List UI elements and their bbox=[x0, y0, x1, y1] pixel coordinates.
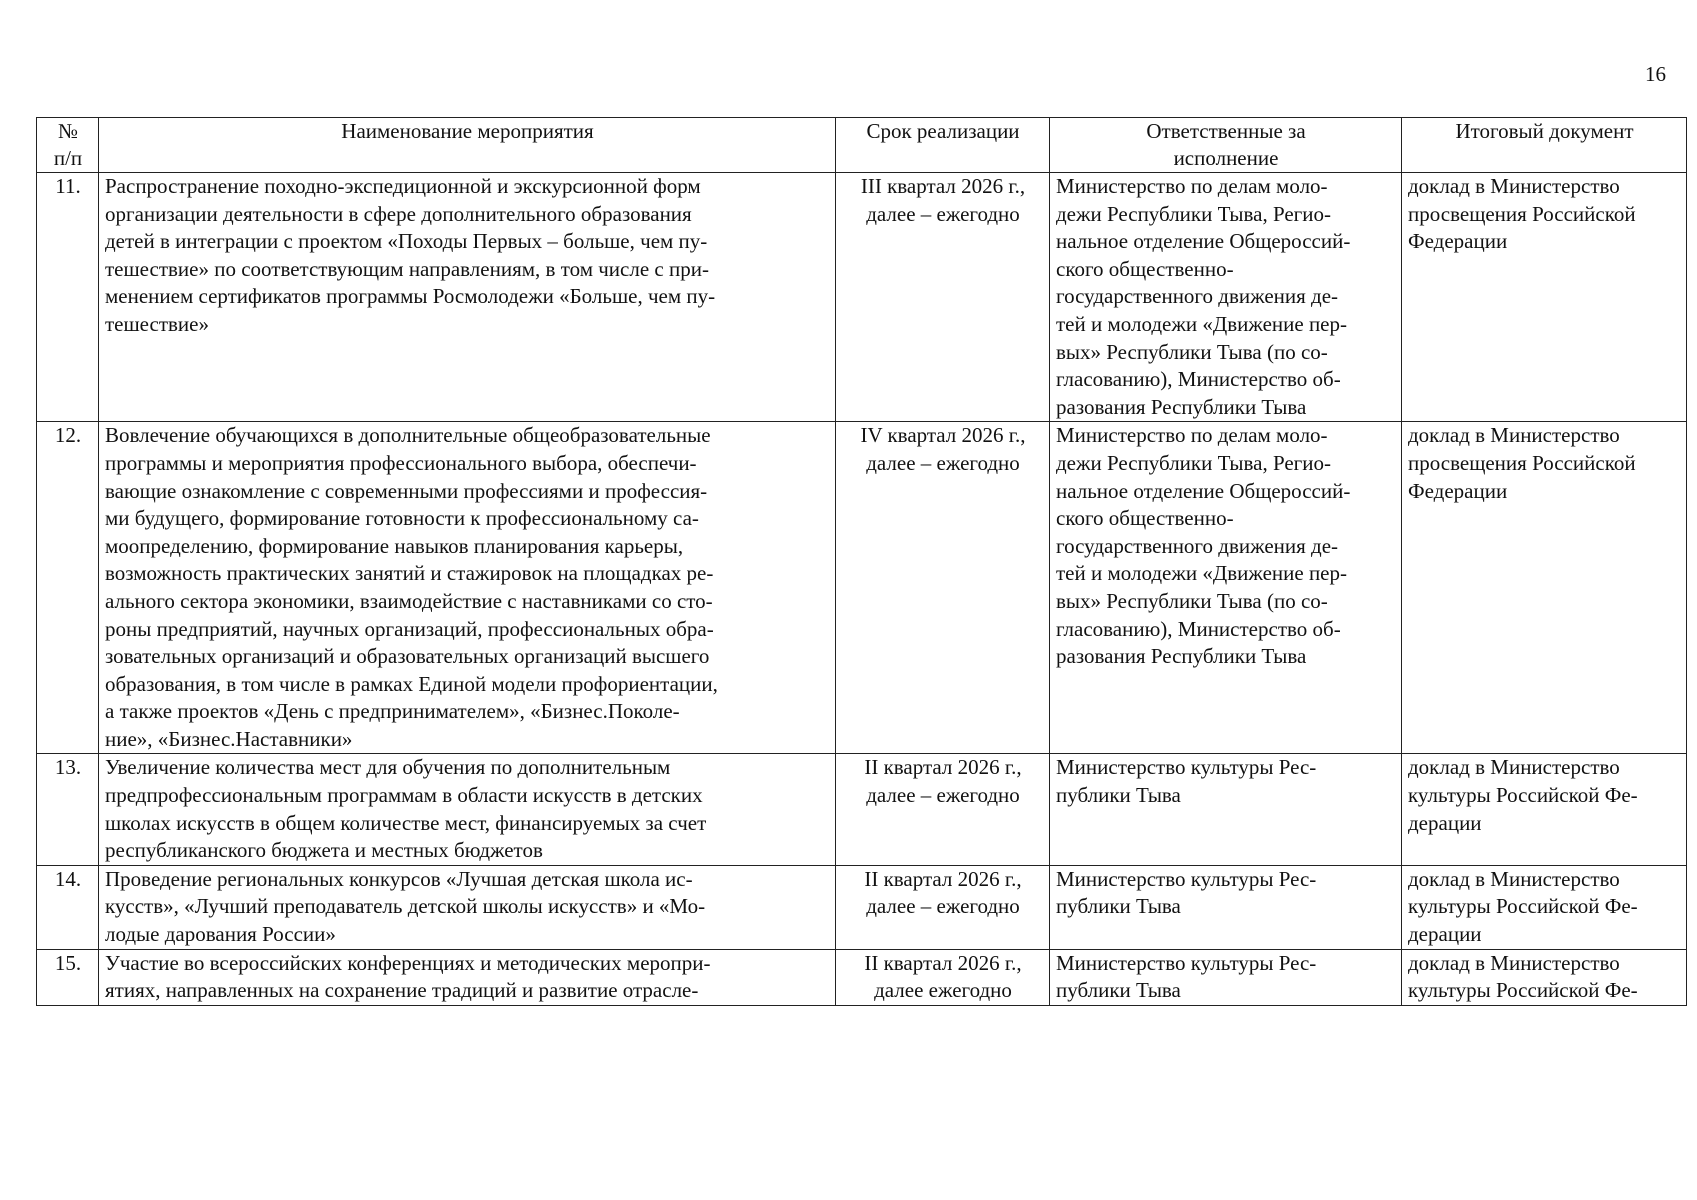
cell-line: тей и молодежи «Движение пер- bbox=[1056, 311, 1347, 336]
cell-final-document bbox=[1402, 422, 1687, 754]
cell-final-document bbox=[1402, 865, 1687, 949]
cell-line: ского общественно- bbox=[1056, 256, 1234, 281]
cell-line: дерации bbox=[1408, 922, 1482, 947]
cell-line: Вовлечение обучающихся в дополнительные общеобразовательные bbox=[105, 423, 711, 448]
cell-line: ми будущего, формирование готовности к профессиональному са- bbox=[105, 506, 699, 531]
cell-line: кусств», «Лучший преподаватель детской школы искусств» и «Мо- bbox=[105, 894, 706, 919]
cell-responsible bbox=[1050, 865, 1402, 949]
cell-line: IV квартал 2026 г., bbox=[860, 423, 1026, 448]
cell-line: далее – ежегодно bbox=[866, 450, 1020, 475]
header-num bbox=[37, 118, 99, 173]
cell-line: доклад в Министерство bbox=[1408, 866, 1620, 891]
cell-line: исполнение bbox=[1173, 146, 1279, 170]
cell-responsible bbox=[1050, 173, 1402, 422]
cell-number: 12. bbox=[37, 422, 99, 754]
cell-number: 14. bbox=[37, 865, 99, 949]
cell-line: нальное отделение Общероссий- bbox=[1056, 229, 1351, 254]
cell-line: доклад в Министерство bbox=[1408, 950, 1620, 975]
cell-line: организации деятельности в сфере дополнительного образования bbox=[105, 201, 692, 226]
cell-line: Министерство культуры Рес- bbox=[1056, 950, 1317, 975]
table-header bbox=[37, 118, 1687, 173]
cell-line: просвещения Российской bbox=[1408, 450, 1636, 475]
cell-line: просвещения Российской bbox=[1408, 201, 1636, 226]
cell-line: Федерации bbox=[1408, 478, 1508, 503]
cell-line: публики Тыва bbox=[1056, 894, 1181, 919]
cell-line: ние», «Бизнес.Наставники» bbox=[105, 726, 353, 751]
cell-line: вых» Республики Тыва (по со- bbox=[1056, 588, 1328, 613]
cell-line: дежи Республики Тыва, Регио- bbox=[1056, 201, 1332, 226]
cell-line: ятиях, направленных на сохранение традиций и развитие отрасле- bbox=[105, 978, 699, 1003]
cell-responsible bbox=[1050, 754, 1402, 865]
cell-line: п/п bbox=[53, 146, 83, 170]
cell-line: дерации bbox=[1408, 810, 1482, 835]
cell-line: Министерство по делам моло- bbox=[1056, 174, 1328, 198]
cell-line: тей и молодежи «Движение пер- bbox=[1056, 561, 1347, 586]
cell-line: Федерации bbox=[1408, 229, 1508, 254]
cell-line: доклад в Министерство bbox=[1408, 174, 1620, 198]
cell-line: № bbox=[57, 119, 79, 143]
cell-line: дежи Республики Тыва, Регио- bbox=[1056, 450, 1332, 475]
header-row bbox=[37, 118, 1687, 173]
cell-line: государственного движения де- bbox=[1056, 284, 1339, 309]
cell-line: доклад в Министерство bbox=[1408, 423, 1620, 448]
cell-line: вающие ознакомление с современными профессиями и профессия- bbox=[105, 478, 708, 503]
cell-number: 15. bbox=[37, 949, 99, 1005]
table-row bbox=[37, 173, 1687, 422]
cell-line: тешествие» по соответствующим направлениям, в том числе с при- bbox=[105, 256, 709, 281]
table-body bbox=[37, 173, 1687, 1006]
page-number: 16 bbox=[1645, 62, 1666, 86]
cell-final-document bbox=[1402, 754, 1687, 865]
cell-event-name bbox=[99, 949, 836, 1005]
cell-line: III квартал 2026 г., bbox=[860, 174, 1026, 198]
cell-line: Участие во всероссийских конференциях и методических меропри- bbox=[105, 950, 711, 975]
header-responsible bbox=[1050, 118, 1402, 173]
cell-line: далее ежегодно bbox=[874, 978, 1012, 1003]
cell-line: публики Тыва bbox=[1056, 978, 1181, 1003]
cell-line: далее – ежегодно bbox=[866, 894, 1020, 919]
cell-event-name bbox=[99, 865, 836, 949]
cell-line: далее – ежегодно bbox=[866, 783, 1020, 808]
cell-line: Министерство культуры Рес- bbox=[1056, 866, 1317, 891]
cell-term bbox=[836, 173, 1050, 422]
cell-term bbox=[836, 422, 1050, 754]
cell-line: республиканского бюджета и местных бюджетов bbox=[105, 838, 543, 863]
cell-line: культуры Российской Фе- bbox=[1408, 978, 1638, 1003]
cell-number: 11. bbox=[37, 173, 99, 422]
cell-line: государственного движения де- bbox=[1056, 533, 1339, 558]
table-row bbox=[37, 754, 1687, 865]
cell-term bbox=[836, 865, 1050, 949]
cell-line: публики Тыва bbox=[1056, 783, 1181, 808]
cell-line: школах искусств в общем количестве мест, финансируемых за счет bbox=[105, 810, 707, 835]
cell-line: предпрофессиональным программам в области искусств в детских bbox=[105, 783, 703, 808]
cell-responsible bbox=[1050, 949, 1402, 1005]
cell-final-document bbox=[1402, 949, 1687, 1005]
cell-line: доклад в Министерство bbox=[1408, 755, 1620, 780]
cell-line: Министерство культуры Рес- bbox=[1056, 755, 1317, 780]
cell-line: культуры Российской Фе- bbox=[1408, 783, 1638, 808]
cell-line: роны предприятий, научных организаций, профессиональных обра- bbox=[105, 616, 714, 641]
cell-line: Министерство по делам моло- bbox=[1056, 423, 1328, 448]
cell-term bbox=[836, 754, 1050, 865]
cell-line: II квартал 2026 г., bbox=[864, 866, 1022, 891]
cell-line: программы и мероприятия профессионального выбора, обеспечи- bbox=[105, 450, 697, 475]
header-name bbox=[99, 118, 836, 173]
cell-line: разования Республики Тыва bbox=[1056, 394, 1307, 419]
cell-line: Наименование мероприятия bbox=[341, 119, 594, 143]
cell-line: зовательных организаций и образовательных организаций высшего bbox=[105, 644, 710, 669]
cell-line: Срок реализации bbox=[866, 119, 1020, 143]
cell-line: образования, в том числе в рамках Единой модели профориентации, bbox=[105, 671, 718, 696]
cell-line: нальное отделение Общероссий- bbox=[1056, 478, 1351, 503]
table-row bbox=[37, 865, 1687, 949]
cell-line: далее – ежегодно bbox=[866, 201, 1020, 226]
cell-responsible bbox=[1050, 422, 1402, 754]
events-table bbox=[36, 117, 1687, 1006]
cell-line: Проведение региональных конкурсов «Лучшая детская школа ис- bbox=[105, 866, 693, 891]
cell-line: Распространение походно-экспедиционной и экскурсионной форм bbox=[105, 174, 701, 198]
cell-event-name bbox=[99, 422, 836, 754]
cell-line: а также проектов «День с предпринимателем», «Бизнес.Поколе- bbox=[105, 699, 680, 724]
header-document bbox=[1402, 118, 1687, 173]
cell-line: моопределению, формирование навыков планирования карьеры, bbox=[105, 533, 684, 558]
cell-event-name bbox=[99, 173, 836, 422]
cell-event-name bbox=[99, 754, 836, 865]
cell-line: Увеличение количества мест для обучения по дополнительным bbox=[105, 755, 671, 780]
cell-line: ского общественно- bbox=[1056, 506, 1234, 531]
cell-line: лодые дарования России» bbox=[105, 922, 336, 947]
cell-term bbox=[836, 949, 1050, 1005]
cell-line: возможность практических занятий и стажировок на площадках ре- bbox=[105, 561, 714, 586]
cell-final-document bbox=[1402, 173, 1687, 422]
cell-line: ального сектора экономики, взаимодействие с наставниками со сто- bbox=[105, 588, 713, 613]
cell-line: менением сертификатов программы Росмолодежи «Больше, чем пу- bbox=[105, 284, 716, 309]
cell-line: гласованию), Министерство об- bbox=[1056, 616, 1341, 641]
cell-line: детей в интеграции с проектом «Походы Первых – больше, чем пу- bbox=[105, 229, 708, 254]
cell-line: II квартал 2026 г., bbox=[864, 950, 1022, 975]
cell-line: тешествие» bbox=[105, 311, 209, 336]
cell-line: культуры Российской Фе- bbox=[1408, 894, 1638, 919]
header-term bbox=[836, 118, 1050, 173]
cell-line: разования Республики Тыва bbox=[1056, 644, 1307, 669]
cell-number: 13. bbox=[37, 754, 99, 865]
table-row bbox=[37, 949, 1687, 1005]
cell-line: II квартал 2026 г., bbox=[864, 755, 1022, 780]
cell-line: вых» Республики Тыва (по со- bbox=[1056, 339, 1328, 364]
cell-line: гласованию), Министерство об- bbox=[1056, 367, 1341, 392]
table-row bbox=[37, 422, 1687, 754]
cell-line: Итоговый документ bbox=[1455, 119, 1634, 143]
cell-line: Ответственные за bbox=[1146, 119, 1306, 143]
